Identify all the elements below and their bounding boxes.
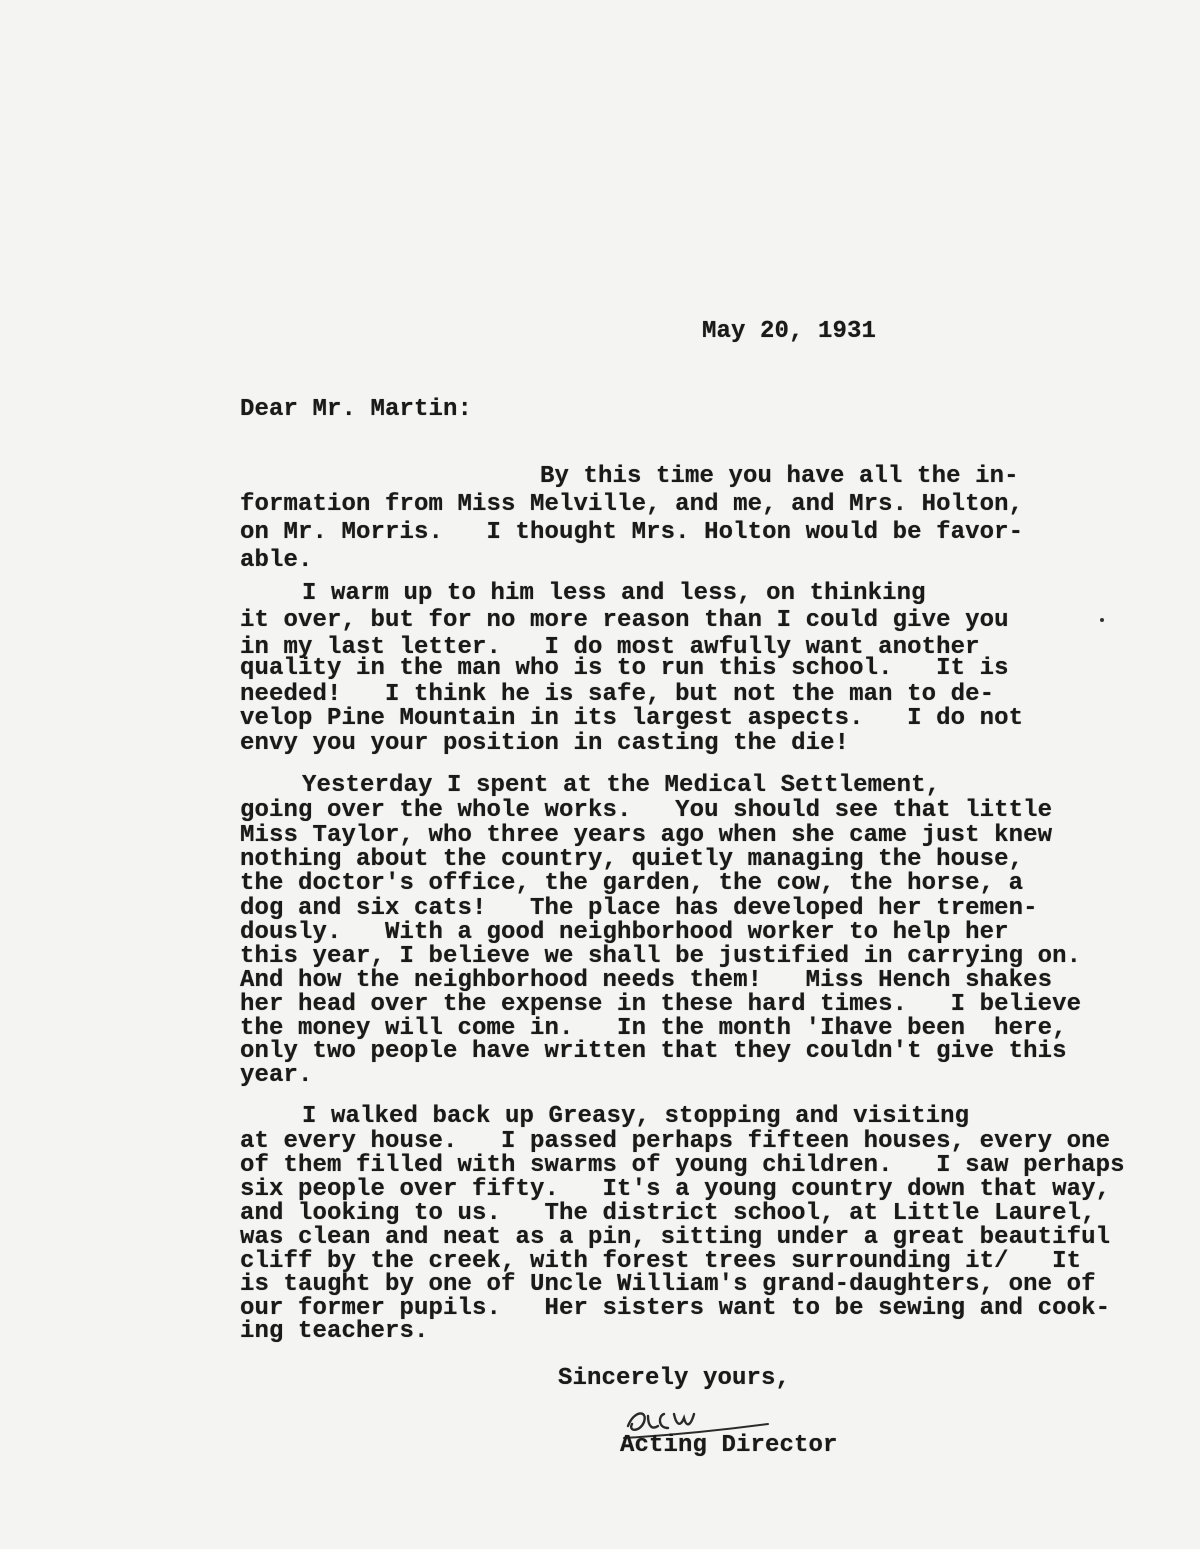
salutation: Dear Mr. Martin: (240, 396, 473, 423)
paragraph-4-line-7: cliff by the creek, with forest trees surrounding it/ It (240, 1248, 1082, 1275)
paragraph-3-line-9: And how the neighborhood needs them! Miss Hench shakes (240, 967, 1053, 994)
paragraph-3-line-12: only two people have written that they couldn't give this (240, 1038, 1067, 1065)
paragraph-2-line-2: it over, but for no more reason than I could give you (240, 607, 1009, 634)
paragraph-2-line-6: velop Pine Mountain in its largest aspects. I do not (240, 705, 1024, 732)
paragraph-4-line-1: I walked back up Greasy, stopping and visiting (302, 1103, 970, 1130)
paragraph-2-line-1: I warm up to him less and less, on thinking (302, 580, 926, 607)
letter-date: May 20, 1931 (702, 318, 877, 345)
paragraph-1-line-4: able. (240, 547, 313, 574)
paragraph-3-line-11: the money will come in. In the month 'Ihave been here, (240, 1015, 1067, 1042)
paragraph-3-line-4: nothing about the country, quietly managing the house, (240, 846, 1024, 873)
paragraph-3-line-1: Yesterday I spent at the Medical Settlement, (302, 772, 941, 799)
paragraph-3-line-3: Miss Taylor, who three years ago when she came just knew (240, 822, 1053, 849)
paragraph-2-line-3: in my last letter. I do most awfully want another (240, 634, 980, 661)
paragraph-3-line-13: year. (240, 1062, 313, 1089)
paragraph-4-line-4: six people over fifty. It's a young country down that way, (240, 1176, 1111, 1203)
paragraph-4-line-3: of them filled with swarms of young children. I saw perhaps (240, 1152, 1125, 1179)
paragraph-2-line-5: needed! I think he is safe, but not the man to de- (240, 681, 995, 708)
paragraph-3-line-10: her head over the expense in these hard times. I believe (240, 991, 1082, 1018)
paragraph-3-line-2: going over the whole works. You should see that little (240, 797, 1053, 824)
closing: Sincerely yours, (558, 1365, 791, 1392)
paragraph-1-line-2: formation from Miss Melville, and me, and Mrs. Holton, (240, 491, 1024, 518)
paragraph-3-line-7: dously. With a good neighborhood worker to help her (240, 919, 1009, 946)
paragraph-3-line-8: this year, I believe we shall be justified in carrying on. (240, 943, 1082, 970)
signer-title: Acting Director (620, 1432, 838, 1459)
paragraph-4-line-2: at every house. I passed perhaps fifteen houses, every one (240, 1128, 1111, 1155)
paper-speck (1100, 618, 1104, 622)
paragraph-4-line-10: ing teachers. (240, 1318, 429, 1345)
paragraph-4-line-6: was clean and neat as a pin, sitting under a great beautiful (240, 1224, 1111, 1251)
paragraph-3-line-6: dog and six cats! The place has developed her tremen- (240, 895, 1038, 922)
paragraph-4-line-8: is taught by one of Uncle William's grand-daughters, one of (240, 1271, 1096, 1298)
paragraph-1-line-3: on Mr. Morris. I thought Mrs. Holton would be favor- (240, 519, 1024, 546)
paragraph-4-line-5: and looking to us. The district school, at Little Laurel, (240, 1200, 1096, 1227)
paragraph-2-line-7: envy you your position in casting the die! (240, 730, 850, 757)
paragraph-1-line-1: By this time you have all the in- (540, 463, 1019, 490)
paragraph-2-line-4: quality in the man who is to run this school. It is (240, 655, 1009, 682)
paragraph-3-line-5: the doctor's office, the garden, the cow, the horse, a (240, 870, 1024, 897)
paragraph-4-line-9: our former pupils. Her sisters want to be sewing and cook- (240, 1295, 1111, 1322)
